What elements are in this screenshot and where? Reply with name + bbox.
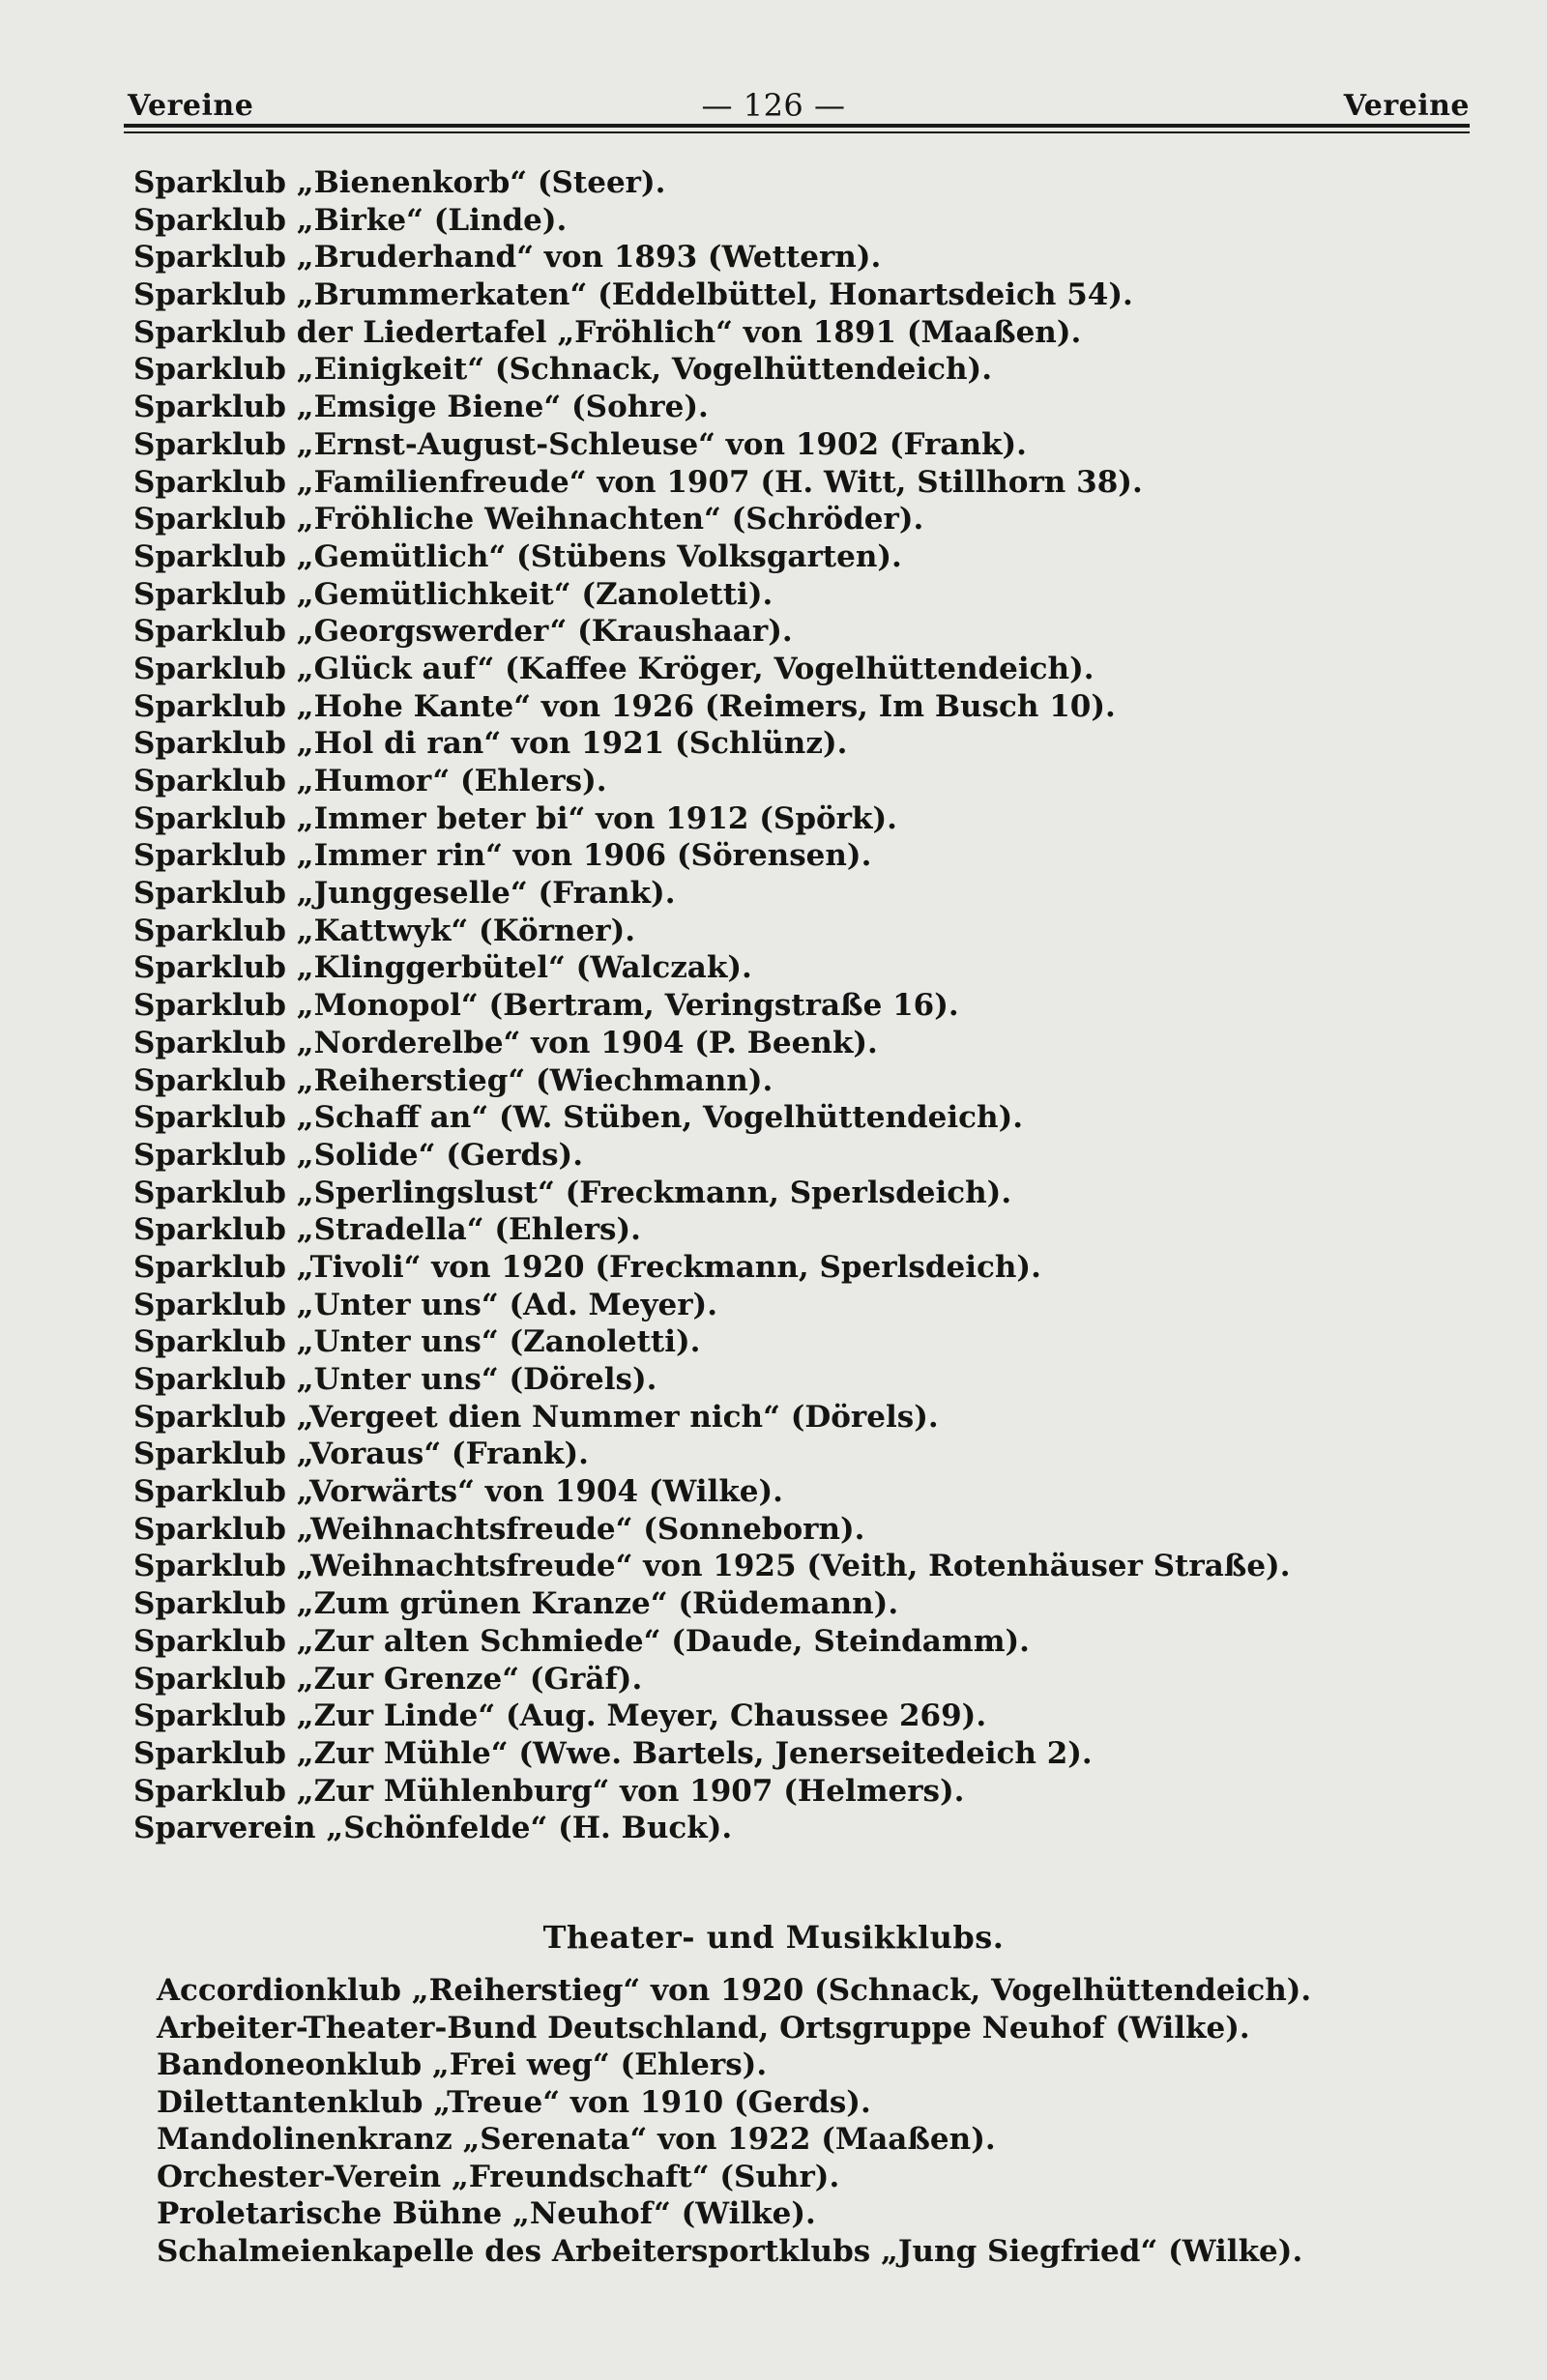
list-item: Sparklub „Glück auf“ (Kaffee Kröger, Vogelhüttendeich). — [133, 651, 1095, 686]
list-item: Sparklub „Hol di ran“ von 1921 (Schlünz). — [133, 726, 848, 762]
header-rule — [124, 124, 1470, 128]
sparklub-list — [133, 164, 1487, 1847]
list-item: Sparklub „Tivoli“ von 1920 (Freckmann, Sperlsdeich). — [133, 1249, 1041, 1285]
list-item: Accordionklub „Reiherstieg“ von 1920 (Schnack, Vogelhüttendeich). — [157, 1973, 1312, 2008]
list-item: Sparklub „Junggeselle“ (Frank). — [133, 876, 676, 912]
page-number: — 126 — — [701, 87, 846, 124]
list-item: Proletarische Bühne „Neuhof“ (Wilke). — [157, 2196, 816, 2231]
list-item: Sparklub „Weihnachtsfreude“ von 1925 (Veith, Rotenhäuser Straße). — [133, 1549, 1291, 1584]
list-item: Bandoneonklub „Frei weg“ (Ehlers). — [157, 2047, 768, 2082]
list-item: Sparklub „Vorwärts“ von 1904 (Wilke). — [133, 1474, 783, 1510]
list-item: Sparklub „Familienfreude“ von 1907 (H. Witt, Stillhorn 38). — [133, 464, 1143, 500]
list-item: Sparklub „Georgswerder“ (Kraushaar). — [133, 614, 793, 650]
list-item: Sparklub „Klinggerbütel“ (Walczak). — [133, 950, 752, 986]
list-item: Sparklub „Zur Mühle“ (Wwe. Bartels, Jenerseitedeich 2). — [133, 1735, 1093, 1771]
list-item: Sparverein „Schönfelde“ (H. Buck). — [133, 1811, 733, 1846]
list-item: Sparklub „Monopol“ (Bertram, Veringstraße 16). — [133, 988, 959, 1024]
list-item: Sparklub „Einigkeit“ (Schnack, Vogelhüttendeich). — [133, 352, 993, 388]
running-header-right: Vereine — [1343, 89, 1470, 123]
list-item: Sparklub der Liedertafel „Fröhlich“ von 1891 (Maaßen). — [133, 314, 1082, 350]
list-item: Sparklub „Emsige Biene“ (Sohre). — [133, 390, 709, 425]
header-rule-thin — [124, 131, 1470, 133]
list-item: Sparklub „Hohe Kante“ von 1926 (Reimers, Im Busch 10). — [133, 688, 1116, 724]
list-item: Sparklub „Weihnachtsfreude“ (Sonneborn). — [133, 1511, 865, 1547]
list-item: Sparklub „Fröhliche Weihnachten“ (Schröder). — [133, 502, 924, 537]
list-item: Sparklub „Zur alten Schmiede“ (Daude, Steindamm). — [133, 1623, 1030, 1659]
list-item: Sparklub „Brummerkaten“ (Eddelbüttel, Honartsdeich 54). — [133, 277, 1133, 313]
list-item: Sparklub „Bienenkorb“ (Steer). — [133, 165, 666, 200]
list-item: Sparklub „Solide“ (Gerds). — [133, 1137, 583, 1173]
list-item: Sparklub „Zur Mühlenburg“ von 1907 (Helmers). — [133, 1773, 965, 1809]
list-item: Sparklub „Bruderhand“ von 1893 (Wettern). — [133, 240, 882, 276]
list-item: Dilettantenklub „Treue“ von 1910 (Gerds). — [157, 2084, 871, 2120]
list-item: Orchester-Verein „Freundschaft“ (Suhr). — [157, 2159, 840, 2194]
section-heading: Theater- und Musikklubs. — [542, 1919, 1005, 1956]
list-item: Sparklub „Unter uns“ (Dörels). — [133, 1362, 657, 1397]
list-item: Sparklub „Unter uns“ (Zanoletti). — [133, 1324, 701, 1360]
list-item: Arbeiter-Theater-Bund Deutschland, Ortsgruppe Neuhof (Wilke). — [157, 2010, 1250, 2046]
list-item: Sparklub „Kattwyk“ (Körner). — [133, 913, 636, 948]
list-item: Schalmeienkapelle des Arbeitersportklubs „Jung Siegfried“ (Wilke). — [157, 2233, 1303, 2269]
list-item: Sparklub „Gemütlichkeit“ (Zanoletti). — [133, 576, 774, 612]
theater-club-list — [157, 1972, 1510, 2270]
list-item: Sparklub „Schaff an“ (W. Stüben, Vogelhüttendeich). — [133, 1100, 1024, 1136]
list-item: Sparklub „Norderelbe“ von 1904 (P. Beenk). — [133, 1025, 878, 1060]
list-item: Mandolinenkranz „Serenata“ von 1922 (Maaßen). — [157, 2122, 996, 2157]
list-item: Sparklub „Immer rin“ von 1906 (Sörensen). — [133, 838, 872, 874]
list-item: Sparklub „Gemütlich“ (Stübens Volksgarten). — [133, 538, 902, 574]
list-item: Sparklub „Reiherstieg“ (Wiechmann). — [133, 1062, 774, 1098]
list-item: Sparklub „Immer beter bi“ von 1912 (Spörk). — [133, 800, 897, 836]
list-item: Sparklub „Birke“ (Linde). — [133, 202, 568, 238]
list-item: Sparklub „Humor“ (Ehlers). — [133, 764, 607, 798]
list-item: Sparklub „Zum grünen Kranze“ (Rüdemann). — [133, 1586, 899, 1622]
list-item: Sparklub „Voraus“ (Frank). — [133, 1437, 589, 1472]
list-item: Sparklub „Stradella“ (Ehlers). — [133, 1212, 641, 1248]
list-item: Sparklub „Zur Grenze“ (Gräf). — [133, 1661, 643, 1697]
list-item: Sparklub „Ernst-August-Schleuse“ von 1902 (Frank). — [133, 426, 1027, 462]
list-item: Sparklub „Vergeet dien Nummer nich“ (Dörels). — [133, 1399, 939, 1435]
list-item: Sparklub „Unter uns“ (Ad. Meyer). — [133, 1287, 718, 1322]
running-header-left: Vereine — [128, 89, 254, 123]
list-item: Sparklub „Zur Linde“ (Aug. Meyer, Chaussee 269). — [133, 1698, 987, 1734]
list-item: Sparklub „Sperlingslust“ (Freckmann, Sperlsdeich). — [133, 1175, 1012, 1210]
